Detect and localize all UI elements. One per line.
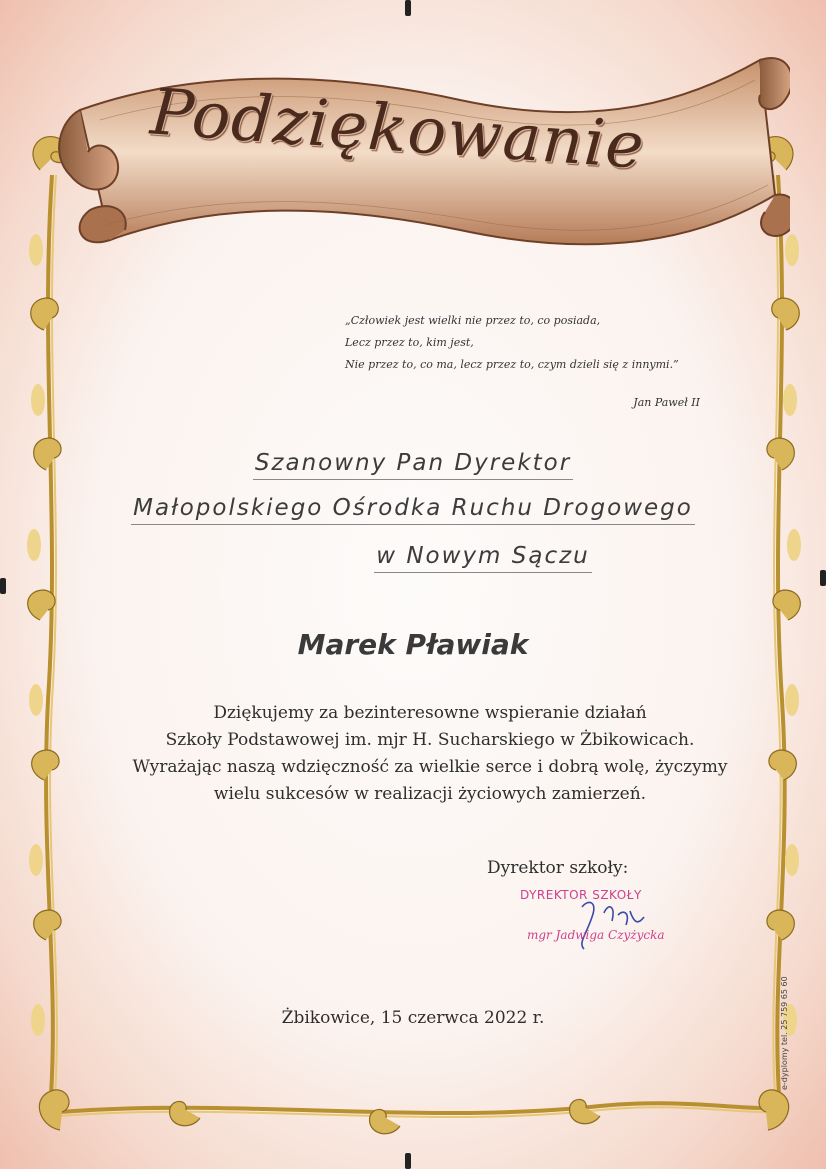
body-text [132,700,728,808]
stamp-name: mgr Jadwiga Czyżycka [527,928,665,942]
body-line: Wyrażając naszą wdzięczność za wielkie serce i dobrą wolę, życzymy [132,757,728,777]
addressee-text: w Nowym Sączu [374,543,592,573]
issue-date: Żbikowice, 15 czerwca 2022 r. [281,1008,545,1028]
body-line: Szkoły Podstawowej im. mjr H. Sucharskiego w Żbikowicach. [165,730,695,750]
body-line: wielu sukcesów w realizacji życiowych zamierzeń. [213,784,647,804]
handwritten-signature [568,895,658,955]
quote-line: „Człowiek jest wielki nie przez to, co posiada, [345,314,601,327]
quote-author: Jan Paweł II [633,396,700,409]
addressee-text: Szanowny Pan Dyrektor [253,450,573,480]
addressee-text: Małopolskiego Ośrodka Ruchu Drogowego [131,495,695,525]
quote-line: Nie przez to, co ma, lecz przez to, czym dzieli się z innymi.” [345,358,679,371]
body-line: Dziękujemy za bezinteresowne wspieranie działań [213,703,647,723]
printer-mark: e-dyplomy tel. 25 759 65 60 [780,976,789,1090]
certificate-title: Podziękowanie [148,75,647,184]
stamp-title: DYREKTOR SZKOŁY [520,888,642,902]
addressee-line-3 [70,543,826,573]
quote-block [345,310,725,376]
recipient-name: Marek Pławiak [297,628,529,661]
addressee-line-2 [0,495,826,525]
addressee-line-1 [0,450,826,480]
quote-line: Lecz przez to, kim jest, [345,336,474,349]
signature-label: Dyrektor szkoły: [487,858,629,878]
